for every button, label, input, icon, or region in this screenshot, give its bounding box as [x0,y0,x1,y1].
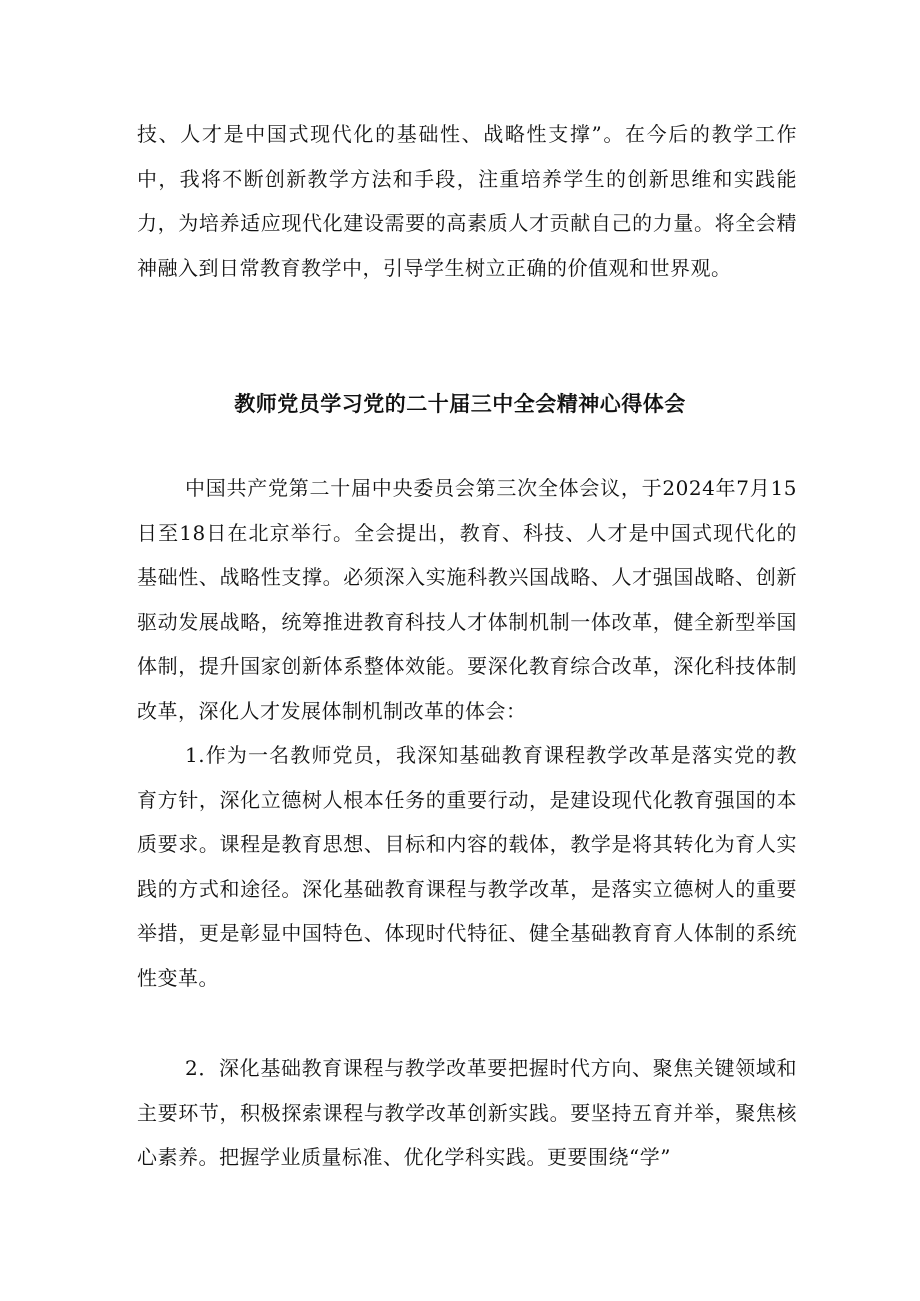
document-title: 教师党员学习党的二十届三中全会精神心得体会 [234,392,686,416]
point-2-paragraph: 2．深化基础教育课程与教学改革要把握时代方向、聚焦关键领域和主要环节，积极探索课程与教学改革创新实践。要坚持五育并举，聚焦核心素养。把握学业质量标准、优化学科实践。更要围绕“学” [137,1056,797,1169]
continuation-paragraph: 技、人才是中国式现代化的基础性、战略性支撑”。在今后的教学工作中，我将不断创新教学方法和手段，注重培养学生的创新思维和实践能力，为培养适应现代化建设需要的高素质人才贡献自己的力量。将全会精神融入到日常教育教学中，引导学生树立正确的价值观和世界观。 [137,122,797,280]
point-1-paragraph: 1.作为一名教师党员，我深知基础教育课程教学改革是落实党的教育方针，深化立德树人根本任务的重要行动，是建设现代化教育强国的本质要求。课程是教育思想、目标和内容的载体，教学是将其转化为育人实践的方式和途径。深化基础教育课程与教学改革，是落实立德树人的重要举措，更是彰显中国特色、体现时代特征、健全基础教育育人体制的系统性变革。 [137,743,797,990]
intro-paragraph: 中国共产党第二十届中央委员会第三次全体会议，于2024年7月15日至18日在北京举行。全会提出，教育、科技、人才是中国式现代化的基础性、战略性支撑。必须深入实施科教兴国战略、人才强国战略、创新驱动发展战略，统筹推进教育科技人才体制机制一体改革，健全新型举国体制，提升国家创新体系整体效能。要深化教育综合改革，深化科技体制改革，深化人才发展体制机制改革的体会： [137,476,797,723]
